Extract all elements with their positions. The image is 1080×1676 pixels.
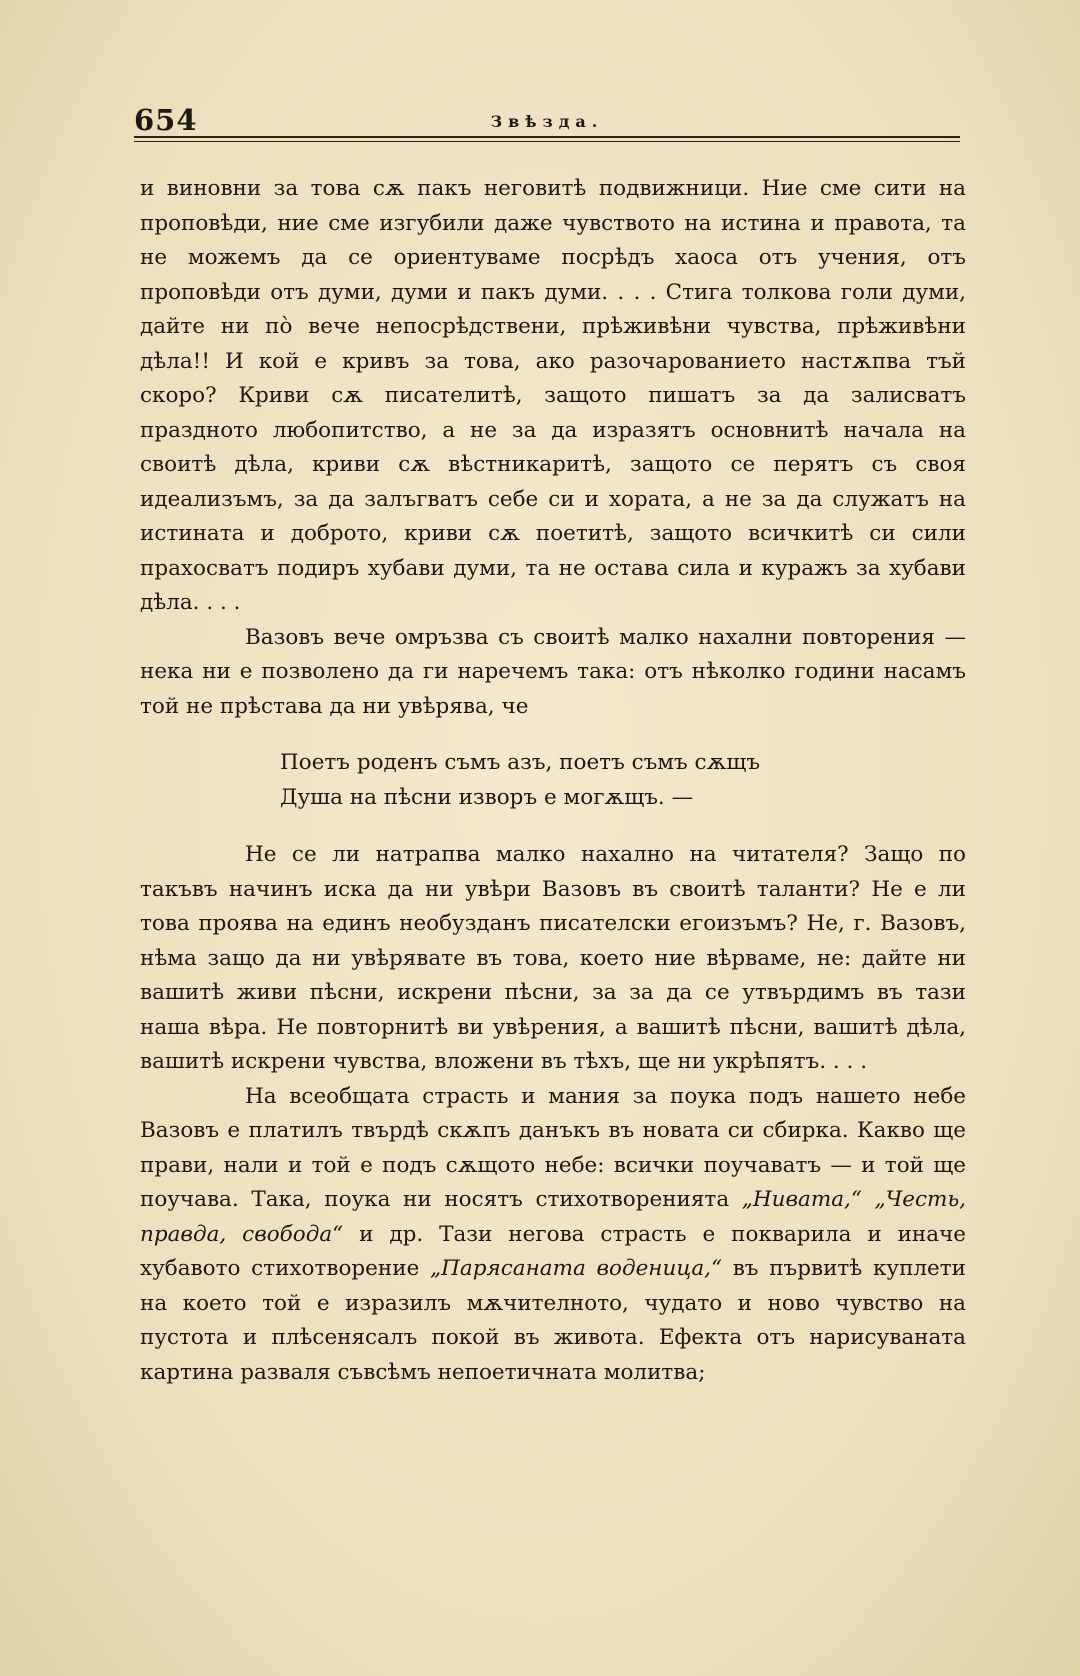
verse-quote xyxy=(280,746,966,816)
paragraph-3: Не се ли натрапва малко нахално на читателя? Защо по такъвъ начинъ иска да ни увѣри Вазовъ въ своитѣ таланти? Не е ли това проява на единъ необузданъ писателски егоизъмъ? Не, г. Вазовъ, нѣма защо да ни увѣрявате въ това, което ние вѣрваме, не: дайте ни вашитѣ живи пѣсни, искрени пѣсни, за за да се утвърдимъ въ тази наша вѣра. Не повторнитѣ ви увѣрения, а вашитѣ пѣсни, вашитѣ дѣла, вашитѣ искрени чувства, вложени въ тѣхъ, ще ни укрѣпятъ. . . . xyxy=(140,842,966,1074)
header-rule-thin xyxy=(134,141,960,142)
poem-title-chest: „Честь, правда, свобода“ xyxy=(140,1187,966,1247)
header-rule xyxy=(134,136,960,138)
paragraph-4-text-a: На всеобщата страсть и мания за поука подъ нашето небе Вазовъ е платилъ твърдѣ скѫпъ данъкъ въ новата си сбирка. Какво ще прави, нали и той е подъ сѫщото небе: всички поучаватъ — и той ще поучава. Така, поука ни носятъ стихотворенията xyxy=(140,1083,966,1212)
paragraph-1: и виновни за това сѫ пакъ неговитѣ подвижници. Ние сме сити на проповѣди, ние сме изгубили даже чувството на истина и правота, та не можемъ да се ориентуваме посрѣдъ хаоса отъ учения, отъ проповѣди отъ думи, думи и пакъ думи. . . . Стига толкова голи думи, дайте ни пò вече непосрѣдствени, прѣживѣни чувства, прѣживѣни дѣла!! И кой е кривъ за това, ако разочарованието настѫпва тъй скоро? Криви сѫ писателитѣ, защото пишатъ за да залисватъ праздното любопитство, а не за да изразятъ основнитѣ начала на своитѣ дѣла, криви сѫ вѣстникаритѣ, защото се перятъ съ своя идеализъмъ, за да залъгватъ себе си и хората, а не за да служатъ на истината и доброто, криви сѫ поетитѣ, защото всичкитѣ си сили прахосватъ подиръ хубави думи, та не остава сила и куражъ за хубави дѣла. . . . xyxy=(140,176,966,615)
poem-title-nivata: „Нивата,“ xyxy=(741,1187,862,1212)
verse-line-1: Поетъ роденъ съмъ азъ, поетъ съмъ сѫщъ xyxy=(280,750,761,775)
paragraph-4 xyxy=(140,1080,966,1391)
paragraph-4-text-b: и др. Тази негова страсть е покварила и иначе хубавото стихотворение xyxy=(140,1221,967,1281)
verse-line-2: Душа на пѣсни изворъ е могѫщъ. — xyxy=(280,785,694,810)
paragraph-2: Вазовъ вече омръзва съ своитѣ малко нахални повторения — нека ни е позволено да ги наречемъ така: отъ нѣколко години насамъ той не прѣстава да ни увѣрява, че xyxy=(140,624,966,719)
page-number: 654 xyxy=(134,103,198,137)
running-title: Звѣзда. xyxy=(490,112,604,131)
poem-title-vodenitsa: „Парясаната воденица,“ xyxy=(430,1256,722,1281)
paragraph-4-text-c: въ първитѣ куплети на което той е изразилъ мѫчителното, чудато и ново чувство на пустота и плѣсенясалъ покой въ живота. Ефекта отъ нарисуваната картина разваля съвсѣмъ непоетичната молитва; xyxy=(140,1256,967,1385)
page-header xyxy=(134,103,960,137)
article-body xyxy=(140,172,966,1390)
